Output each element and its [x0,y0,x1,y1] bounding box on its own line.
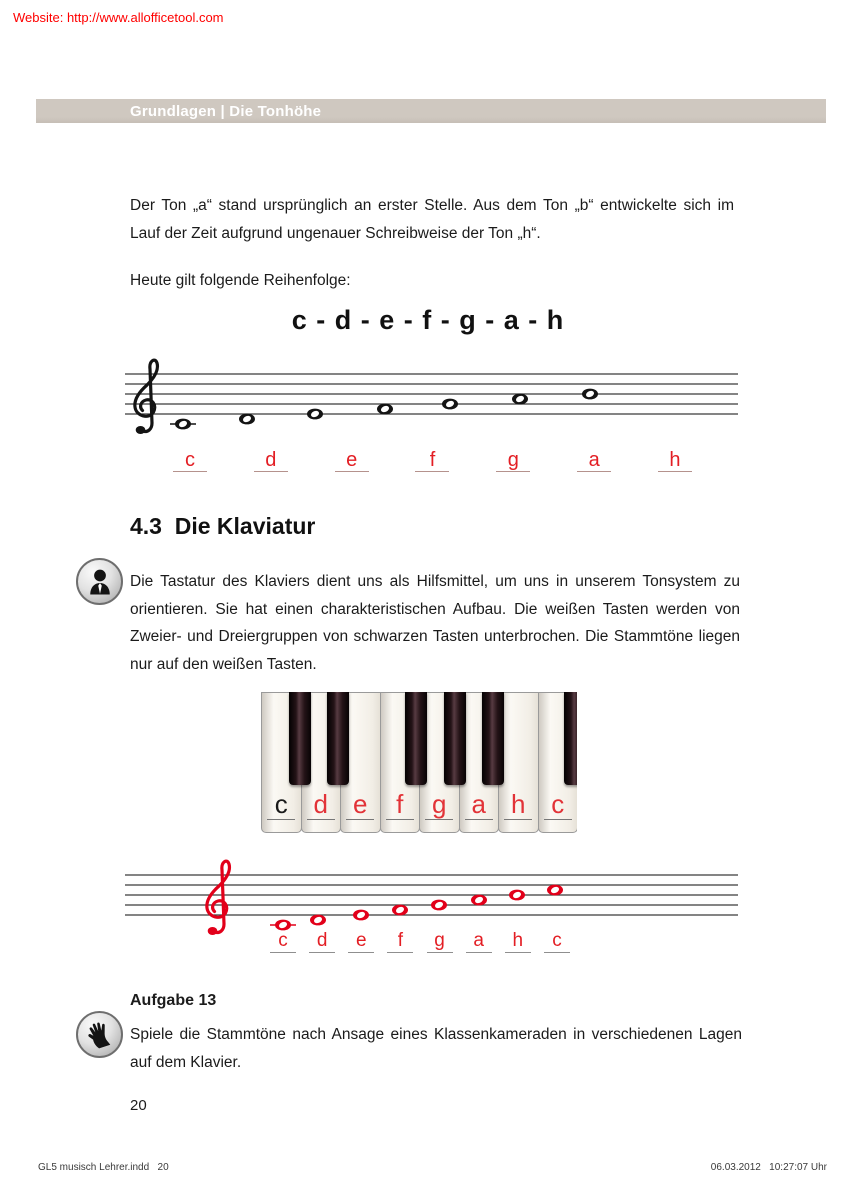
person-icon [85,566,115,598]
black-key [444,692,466,785]
key-label: a [465,791,493,820]
key-label: c [267,791,295,820]
note-label: g [496,449,530,472]
note-label: c [173,449,207,472]
white-key [498,692,539,833]
website-link[interactable]: Website: http://www.allofficetool.com [13,10,224,25]
black-key [405,692,427,785]
note-label: a [466,930,492,953]
note-label: h [505,930,531,953]
staff-notation-black [125,355,739,447]
footer-file-info: GL5 musisch Lehrer.indd 20 [38,1162,169,1173]
footer-timestamp: 06.03.2012 10:27:07 Uhr [710,1162,827,1173]
task-heading: Aufgabe 13 [130,992,217,1009]
note-label: e [348,930,374,953]
black-key [289,692,311,785]
chapter-header-title: Grundlagen | Die Tonhöhe [130,102,322,120]
black-key [564,692,577,785]
note-sequence-heading: c - d - e - f - g - a - h [291,305,565,335]
note-label: d [254,449,288,472]
staff2-note-labels [270,930,570,953]
key-label: g [425,791,453,820]
section-heading: 4.3 Die Klaviatur [130,513,316,539]
intro-paragraph: Der Ton „a“ stand ursprünglich an erster Stelle. Aus dem Ton „b“ entwickelte sich im Lauf der Zeit aufgrund ungenauer Schreibweise der Ton „h“. [130,197,734,242]
black-key [327,692,349,785]
key-label: d [307,791,335,820]
hand-icon [85,1020,115,1050]
note-label: g [427,930,453,953]
lead-in-text: Heute gilt folgende Reihenfolge: [130,272,351,289]
note-label: f [387,930,413,953]
black-key [482,692,504,785]
staff1-note-labels [173,449,692,472]
key-label: e [346,791,374,820]
note-label: d [309,930,335,953]
piano-keyboard [261,692,577,833]
chapter-header-bar [36,99,826,123]
note-label: f [415,449,449,472]
key-label: f [386,791,414,820]
note-label: c [544,930,570,953]
note-label: h [658,449,692,472]
task-badge [76,1011,123,1058]
task-paragraph: Spiele die Stammtöne nach Ansage eines Klassenkameraden in verschiedenen Lagen auf dem Klavier. [130,1026,742,1071]
note-label: c [270,930,296,953]
note-label: a [577,449,611,472]
page-number: 20 [130,1097,147,1114]
section-paragraph: Die Tastatur des Klaviers dient uns als Hilfsmittel, um uns in unserem Tonsystem zu orientieren. Sie hat einen charakteristischen Aufbau. Die weißen Tasten werden von Zweier- und Dreiergruppen von schwarzen Tasten unterbrochen. Die Stammtöne liegen nur auf den weißen Tasten. [130,573,740,673]
note-label: e [335,449,369,472]
key-label: c [544,791,572,820]
info-badge [76,558,123,605]
key-label: h [504,791,532,820]
